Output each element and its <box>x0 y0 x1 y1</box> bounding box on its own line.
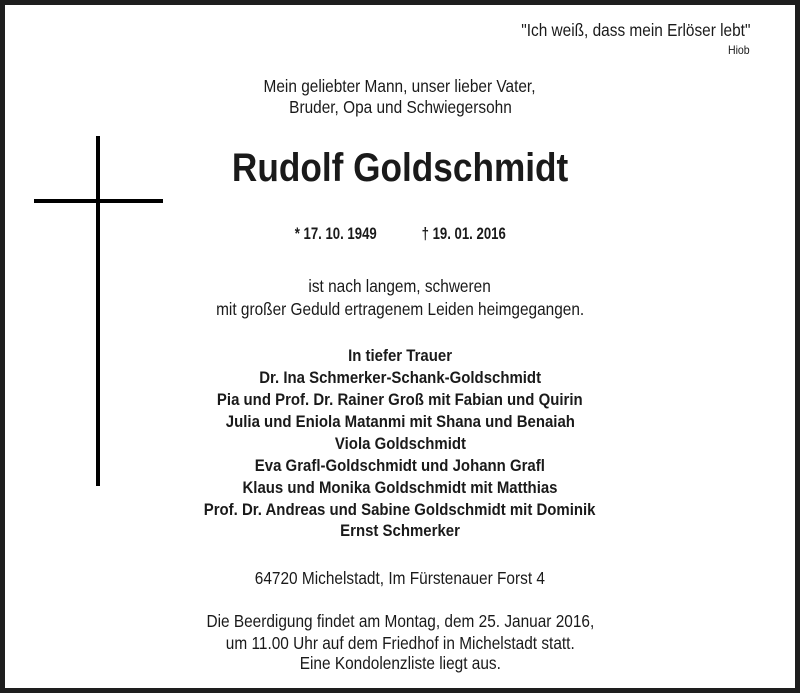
intro-line <box>5 76 795 96</box>
mourner-text: Viola Goldschmidt <box>334 434 466 453</box>
quote <box>490 20 750 40</box>
deceased-name <box>5 146 795 190</box>
mourner-line <box>5 500 795 520</box>
mourner-line <box>5 521 795 541</box>
funeral-line <box>5 653 795 673</box>
mourner-text: Dr. Ina Schmerker-Schank-Goldschmidt <box>259 368 541 387</box>
quote-source <box>725 43 750 57</box>
mourner-text: Ernst Schmerker <box>340 521 460 540</box>
mourner-text: Pia und Prof. Dr. Rainer Groß mit Fabian und Quirin <box>217 390 583 409</box>
mourner-line <box>5 478 795 498</box>
message-line <box>5 276 795 296</box>
mourner-text: Klaus und Monika Goldschmidt mit Matthias <box>242 478 558 497</box>
death-date: † 19. 01. 2016 <box>421 224 506 243</box>
quote-source-text: Hiob <box>728 43 750 57</box>
mourner-line <box>5 390 795 410</box>
mourner-line <box>5 456 795 476</box>
mourner-text: Julia und Eniola Matanmi mit Shana und Benaiah <box>225 412 575 431</box>
funeral-line <box>5 633 795 653</box>
mourner-line <box>5 346 795 366</box>
mourner-text: Eva Grafl-Goldschmidt und Johann Grafl <box>254 456 546 475</box>
funeral-text: Die Beerdigung findet am Montag, dem 25. Januar 2016, <box>206 611 594 631</box>
life-dates <box>5 224 795 244</box>
message-text: mit großer Geduld ertragenem Leiden heimgegangen. <box>215 299 585 319</box>
funeral-text: um 11.00 Uhr auf dem Friedhof in Michelstadt statt. <box>225 633 575 653</box>
address-text: 64720 Michelstadt, Im Fürstenauer Forst 4 <box>254 568 546 588</box>
intro-text: Mein geliebter Mann, unser lieber Vater, <box>264 76 536 96</box>
message-text: ist nach langem, schweren <box>308 276 492 296</box>
mourner-text: Prof. Dr. Andreas und Sabine Goldschmidt mit Dominik <box>204 500 596 519</box>
mourner-line <box>5 412 795 432</box>
cross-icon-bar <box>34 199 163 203</box>
mourner-line <box>5 434 795 454</box>
address <box>5 568 795 588</box>
message-line <box>5 299 795 319</box>
mourner-line <box>5 368 795 388</box>
intro-text: Bruder, Opa und Schwiegersohn <box>288 97 512 117</box>
intro-line <box>5 97 795 117</box>
funeral-text: Eine Kondolenzliste liegt aus. <box>299 653 501 673</box>
mourner-text: In tiefer Trauer <box>348 346 452 365</box>
quote-text: "Ich weiß, dass mein Erlöser lebt" <box>520 20 750 40</box>
deceased-name-text: Rudolf Goldschmidt <box>231 146 569 190</box>
funeral-line <box>5 611 795 631</box>
birth-date: * 17. 10. 1949 <box>294 224 377 243</box>
